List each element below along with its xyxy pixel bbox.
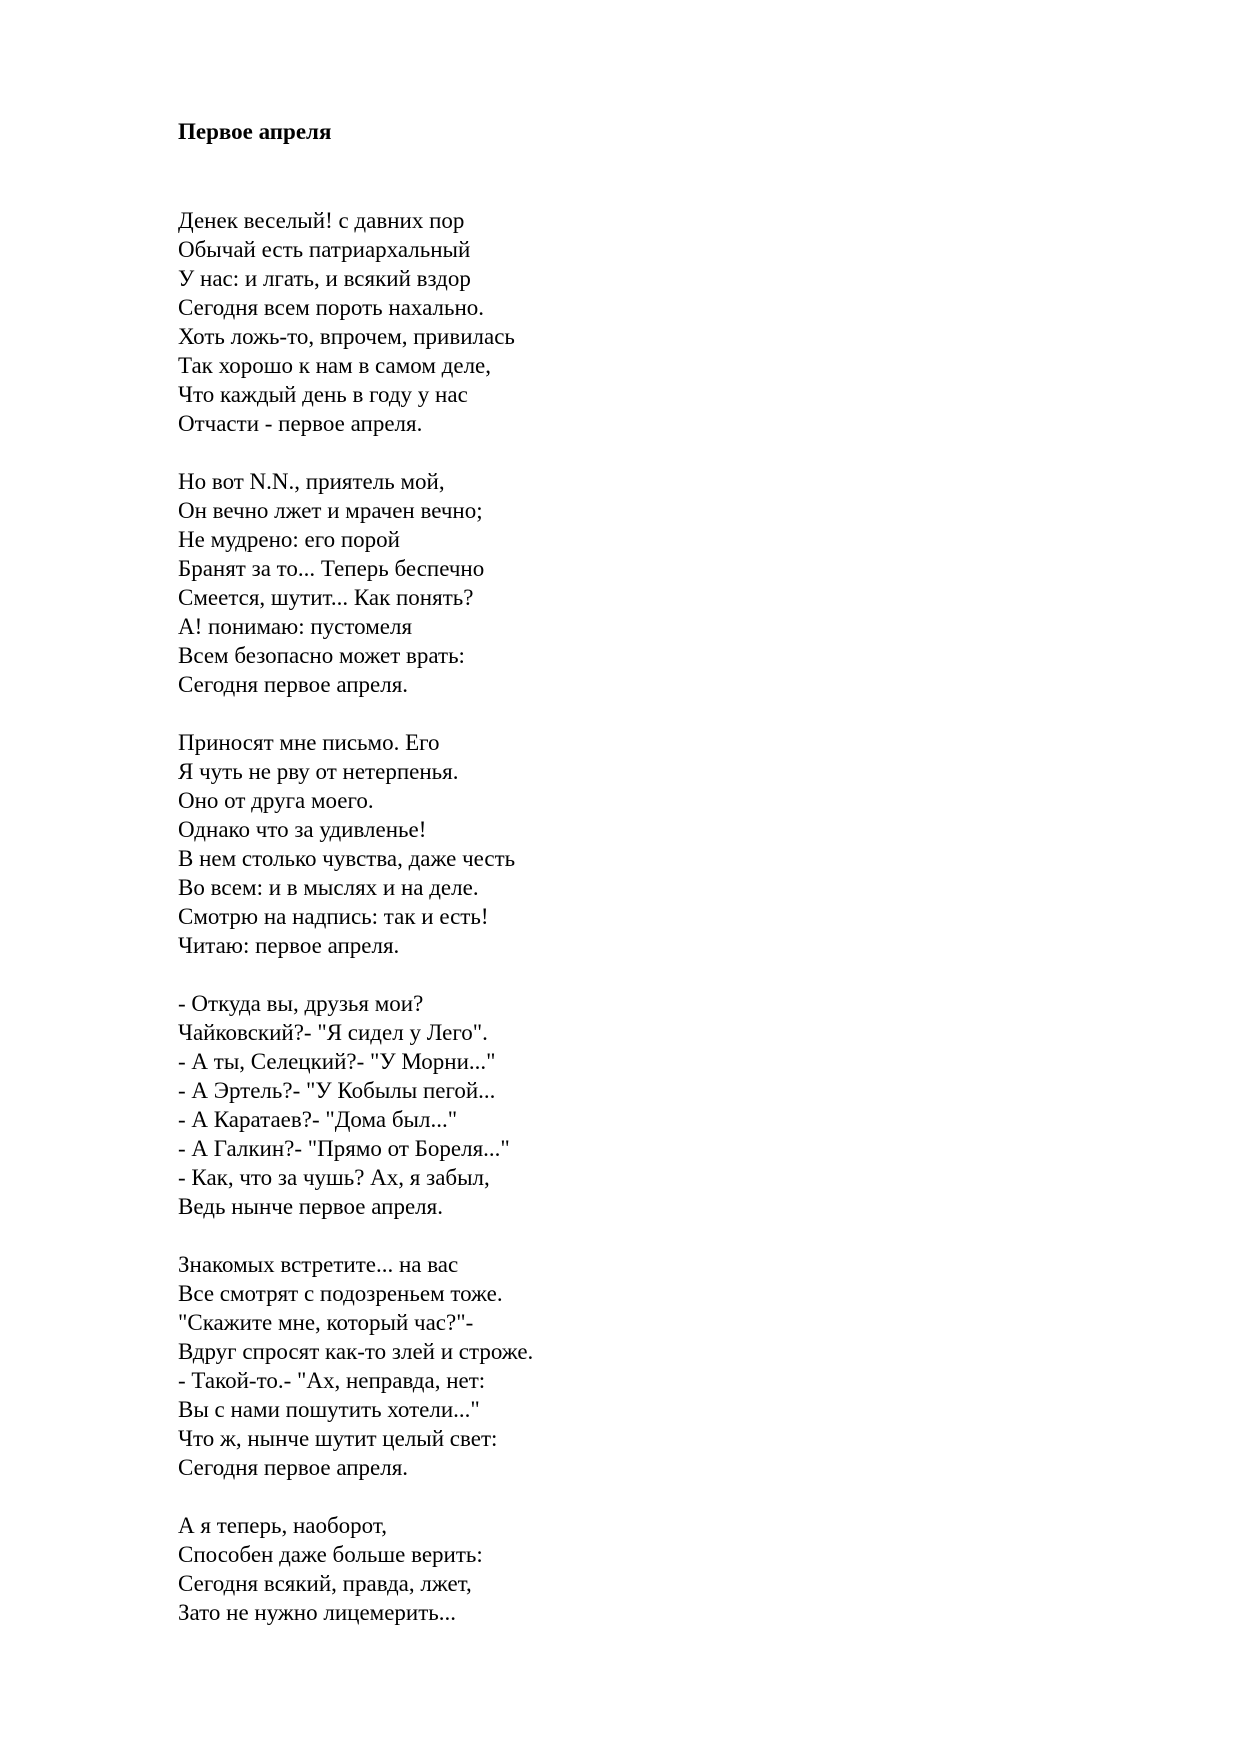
poem-line: Однако что за удивленье! [178, 817, 427, 842]
poem-line: Так хорошо к нам в самом деле, [178, 353, 492, 378]
poem-line: Знакомых встретите... на вас [178, 1252, 459, 1277]
poem-line: - А Эртель?- "У Кобылы пегой... [178, 1078, 496, 1103]
poem-line: Но вот N.N., приятель мой, [178, 469, 445, 494]
stanza [178, 1250, 533, 1482]
stanza [178, 1511, 533, 1627]
poem-line: Сегодня всякий, правда, лжет, [178, 1571, 472, 1596]
poem-line: Приносят мне письмо. Его [178, 730, 440, 755]
stanza [178, 467, 533, 699]
poem-line: Вдруг спросят как-то злей и строже. [178, 1339, 534, 1364]
poem-line: Смотрю на надпись: так и есть! [178, 904, 489, 929]
poem-line: Ведь нынче первое апреля. [178, 1194, 443, 1219]
poem-line: Всем безопасно может врать: [178, 643, 465, 668]
poem-line: Читаю: первое апреля. [178, 933, 400, 958]
poem-line: А я теперь, наоборот, [178, 1513, 387, 1538]
poem-line: Что каждый день в году у нас [178, 382, 468, 407]
poem-line: Хоть ложь-то, впрочем, привилась [178, 324, 515, 349]
poem-line: - А Каратаев?- "Дома был..." [178, 1107, 458, 1132]
poem-line: Денек веселый! с давних пор [178, 208, 465, 233]
poem-line: Зато не нужно лицемерить... [178, 1600, 457, 1625]
poem-line: Я чуть не рву от нетерпенья. [178, 759, 459, 784]
poem-line: Смеется, шутит... Как понять? [178, 585, 474, 610]
poem-line: Вы с нами пошутить хотели..." [178, 1397, 480, 1422]
poem-line: - А Галкин?- "Прямо от Бореля..." [178, 1136, 510, 1161]
poem-title: Первое апреля [178, 119, 332, 144]
poem-line: Что ж, нынче шутит целый свет: [178, 1426, 498, 1451]
poem-line: Сегодня всем пороть нахально. [178, 295, 485, 320]
poem-line: В нем столько чувства, даже честь [178, 846, 516, 871]
poem-line: - А ты, Селецкий?- "У Морни..." [178, 1049, 496, 1074]
poem-line: Он вечно лжет и мрачен вечно; [178, 498, 483, 523]
poem-line: Оно от друга моего. [178, 788, 374, 813]
stanza [178, 206, 533, 438]
stanza [178, 728, 533, 960]
poem-line: Способен даже больше верить: [178, 1542, 483, 1567]
poem-line: - Как, что за чушь? Ах, я забыл, [178, 1165, 490, 1190]
poem-line: Сегодня первое апреля. [178, 672, 409, 697]
poem-line: Чайковский?- "Я сидел у Лего". [178, 1020, 488, 1045]
poem-line: А! понимаю: пустомеля [178, 614, 413, 639]
poem-line: Обычай есть патриархальный [178, 237, 471, 262]
stanza [178, 989, 533, 1221]
poem-line: "Скажите мне, который час?"- [178, 1310, 474, 1335]
poem-line: Во всем: и в мыслях и на деле. [178, 875, 479, 900]
poem-line: Не мудрено: его порой [178, 527, 400, 552]
poem-line: Все смотрят с подозреньем тоже. [178, 1281, 503, 1306]
poem-line: Отчасти - первое апреля. [178, 411, 423, 436]
poem-line: Бранят за то... Теперь беспечно [178, 556, 485, 581]
poem-line: У нас: и лгать, и всякий вздор [178, 266, 471, 291]
poem-line: - Такой-то.- "Ах, неправда, нет: [178, 1368, 486, 1393]
poem-line: Сегодня первое апреля. [178, 1455, 409, 1480]
poem-body [178, 206, 533, 1656]
poem-line: - Откуда вы, друзья мои? [178, 991, 424, 1016]
